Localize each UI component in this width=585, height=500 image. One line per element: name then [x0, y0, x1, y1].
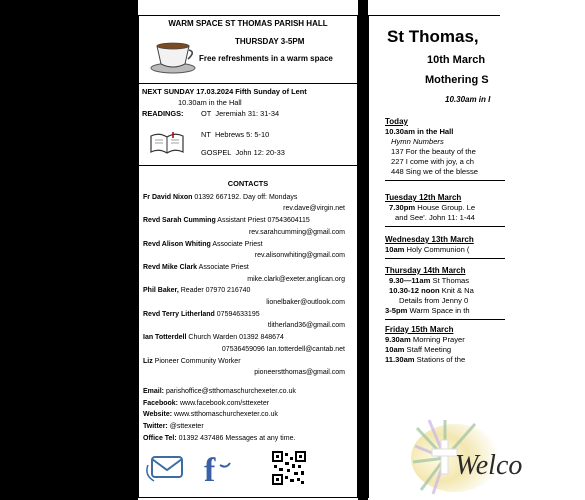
reading-ot	[201, 108, 279, 119]
event-time: 3-5pm	[385, 306, 408, 315]
today-time: 10.30am in the Hall	[385, 127, 454, 136]
contact-detail: Reader 07970 216740	[178, 287, 251, 295]
warm-space-day: THURSDAY 3-5PM	[235, 37, 305, 46]
contact-entry	[143, 215, 353, 227]
thursday-heading: Thursday 14th March	[385, 266, 466, 275]
parish-twitter	[143, 421, 353, 433]
event-text: Morning Prayer	[410, 335, 465, 344]
tuesday-block	[385, 193, 585, 227]
facebook-value[interactable]: www.facebook.com/sttexeter	[178, 399, 270, 407]
contact-name: Revd Alison Whiting	[143, 240, 211, 248]
wednesday-heading: Wednesday 13th March	[385, 235, 474, 244]
today-heading: Today	[385, 117, 408, 126]
contact-detail: Pioneer Community Worker	[152, 357, 241, 365]
teacup-icon	[149, 40, 197, 74]
event-time: 7.30pm	[389, 203, 416, 212]
welcome-banner-image	[415, 418, 535, 496]
contacts-section	[139, 166, 357, 493]
parish-email	[143, 386, 353, 398]
divider	[385, 226, 505, 227]
bulletin-date: 10th March	[427, 54, 486, 66]
event-time: 9.30—11am	[389, 276, 431, 285]
next-sunday-time: 10.30am in the Hall	[178, 98, 242, 107]
thursday-event-cont: Details from Jenny 0	[399, 296, 469, 305]
reading-book: OT	[201, 109, 212, 118]
friday-event	[385, 345, 585, 355]
thursday-event	[385, 286, 585, 296]
readings-label: READINGS:	[142, 109, 184, 118]
contact-name: Revd Sarah Cumming	[143, 217, 216, 225]
event-text: St Thomas	[430, 276, 470, 285]
event-text: Stations of the	[414, 355, 466, 364]
facebook-icon[interactable]	[204, 452, 230, 489]
contact-entry	[143, 356, 353, 368]
warm-space-section	[139, 16, 357, 84]
tuesday-heading: Tuesday 12th March	[385, 193, 462, 202]
contact-name: Ian Totterdell	[143, 334, 187, 342]
svg-text:f: f	[204, 452, 216, 489]
parish-website	[143, 409, 353, 421]
reading-ref: Jeremiah 31: 31-34	[215, 109, 280, 118]
contact-entry	[143, 192, 353, 204]
event-time: 10am	[385, 345, 405, 354]
event-time: 11.30am	[385, 355, 415, 364]
reading-book: GOSPEL	[201, 148, 232, 157]
parish-email-value[interactable]: parishoffice@stthomaschurchexeter.co.uk	[164, 387, 296, 395]
contact-name: Phil Baker,	[143, 287, 179, 295]
contact-name: Revd Terry Litherland	[143, 310, 215, 318]
contact-name: Revd Mike Clark	[143, 263, 198, 271]
parish-facebook	[143, 398, 353, 410]
friday-block	[385, 325, 585, 365]
event-time: 10am	[385, 245, 405, 254]
divider	[385, 180, 505, 181]
next-sunday-section	[139, 84, 357, 166]
welcome-text: Welco	[455, 450, 523, 481]
contacts-title: CONTACTS	[227, 179, 269, 188]
today-block	[385, 117, 585, 181]
divider	[385, 258, 505, 259]
friday-event	[385, 335, 585, 345]
reading-book: NT	[201, 130, 211, 139]
event-text: Staff Meeting	[404, 345, 452, 354]
contact-detail: Associate Priest	[210, 240, 263, 248]
email-icon[interactable]	[147, 457, 182, 481]
event-time: 10.30-12 noon	[389, 286, 440, 295]
hymn-item: 448 Sing we of the blesse	[391, 167, 478, 176]
social-icons-row	[146, 451, 346, 487]
qr-code-icon[interactable]	[272, 451, 306, 485]
website-value[interactable]: www.stthomaschurchexeter.co.uk	[172, 411, 278, 419]
event-time: 9.30am	[385, 335, 411, 344]
bulletin-occasion: Mothering S	[425, 74, 489, 86]
contact-email[interactable]: 07536459096 Ian.totterdell@cantab.net	[221, 345, 345, 353]
contact-name: Fr David Nixon	[143, 193, 193, 201]
contact-entry	[143, 309, 353, 321]
friday-heading: Friday 15th March	[385, 325, 454, 334]
contact-entry	[143, 332, 353, 344]
contact-detail: 01392 667192. Day off: Mondays	[192, 193, 298, 201]
parish-email-label: Email:	[143, 387, 165, 395]
twitter-label: Twitter:	[143, 423, 168, 431]
contact-email[interactable]: pioneerstthomas@gmail.com	[254, 369, 345, 377]
friday-event	[385, 355, 585, 365]
bulletin-panel	[368, 15, 523, 498]
next-sunday-heading: NEXT SUNDAY 17.03.2024 Fifth Sunday of Lent	[142, 87, 307, 96]
tuesday-event	[385, 203, 585, 213]
wednesday-block	[385, 235, 585, 259]
office-tel-label: Office Tel:	[143, 434, 177, 442]
contact-detail: 07594633195	[214, 310, 260, 318]
website-label: Website:	[143, 411, 173, 419]
center-black-divider	[358, 0, 368, 500]
reading-nt	[201, 129, 269, 140]
event-text: Warm Space in th	[407, 306, 470, 315]
reading-ref: Hebrews 5: 5-10	[214, 130, 270, 139]
contact-email[interactable]: tlitherland36@gmail.com	[267, 322, 345, 330]
hymn-item: 137 For the beauty of the	[391, 147, 476, 156]
left-black-panel	[0, 0, 138, 500]
hymn-item: 227 I come with joy, a ch	[391, 157, 475, 166]
thursday-event	[385, 306, 585, 316]
event-text: House Group. Le	[415, 203, 476, 212]
wednesday-event	[385, 245, 585, 255]
office-tel-value: 01392 437486 Messages at any time.	[176, 434, 296, 442]
church-title: St Thomas,	[387, 27, 479, 46]
warm-space-title: WARM SPACE ST THOMAS PARISH HALL	[168, 19, 328, 28]
parish-office-tel	[143, 433, 353, 445]
contact-entry	[143, 239, 353, 251]
contact-name: Liz	[143, 357, 153, 365]
contact-detail: Church Warden 01392 848674	[186, 334, 284, 342]
open-bible-icon	[149, 130, 185, 156]
contact-detail: Associate Priest	[197, 263, 249, 271]
contact-detail: Assistant Priest 07543604115	[215, 217, 310, 225]
contact-email[interactable]: rev.alisonwhiting@gmail.com	[254, 252, 345, 260]
facebook-label: Facebook:	[143, 399, 179, 407]
twitter-value[interactable]: @sttexeter	[167, 423, 204, 431]
reading-ref: John 12: 20-33	[235, 148, 285, 157]
thursday-block	[385, 266, 585, 320]
hymn-numbers-label: Hymn Numbers	[391, 137, 444, 146]
contact-email[interactable]: mike.clark@exeter.anglican.org	[247, 275, 345, 283]
event-text: Knit & Na	[439, 286, 474, 295]
contact-email[interactable]: rev.dave@virgin.net	[283, 205, 345, 213]
contact-entry	[143, 262, 353, 274]
tuesday-event-cont: and See'. John 11: 1-44	[395, 213, 475, 222]
warm-space-offer: Free refreshments in a warm space	[199, 54, 333, 63]
info-column	[138, 15, 358, 498]
thursday-event	[385, 276, 585, 286]
divider	[385, 319, 505, 320]
contact-email[interactable]: rev.sarahcumming@gmail.com	[248, 228, 345, 236]
contact-entry	[143, 285, 353, 297]
bulletin-service-time: 10.30am in I	[445, 95, 491, 104]
contact-email[interactable]: lionelbaker@outlook.com	[266, 299, 345, 307]
event-text: Holy Communion (	[404, 245, 470, 254]
reading-gospel	[201, 147, 285, 158]
